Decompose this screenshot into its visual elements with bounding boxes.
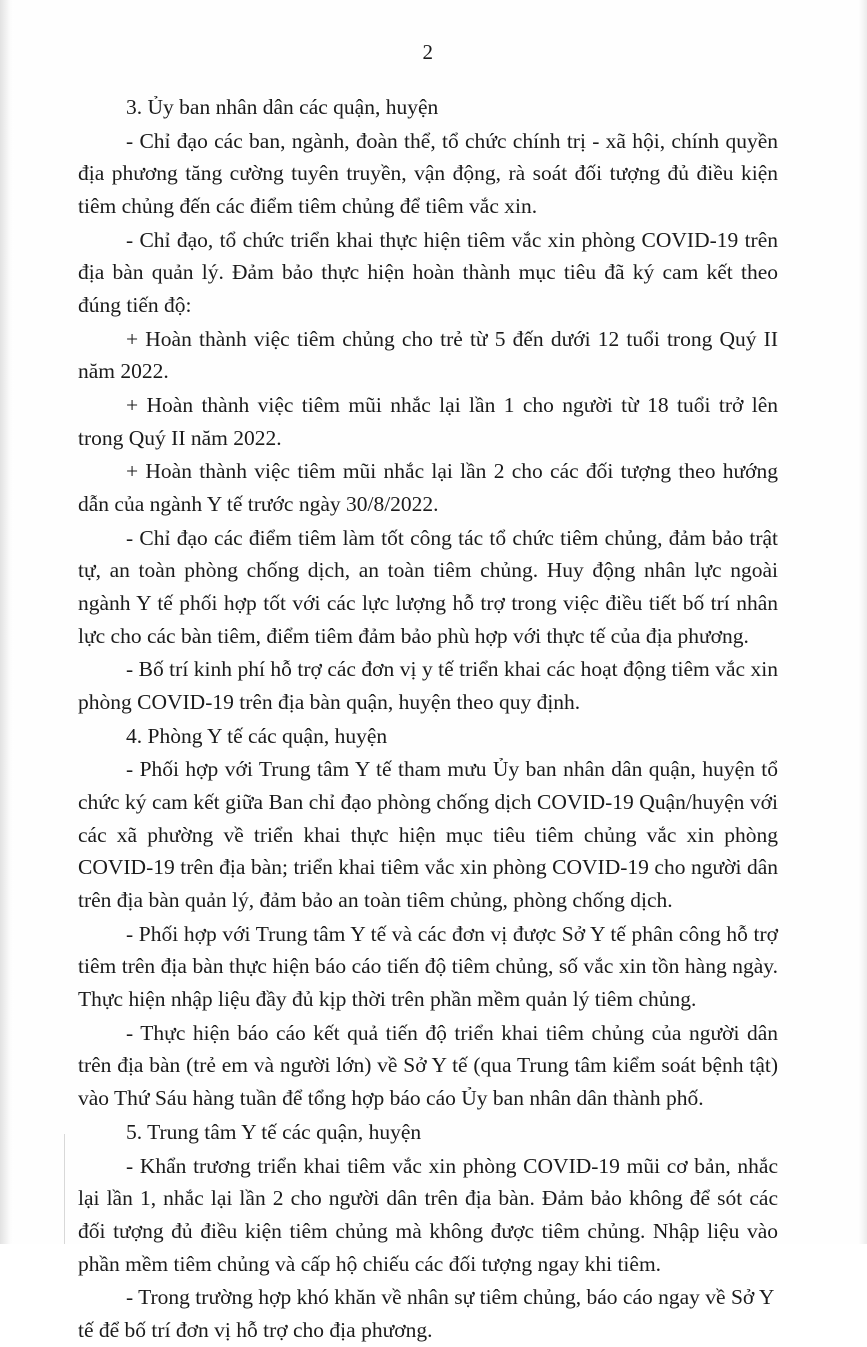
paragraph: - Bố trí kinh phí hỗ trợ các đơn vị y tế triển khai các hoạt động tiêm vắc xin phòng COVID-19 trên địa bàn quận, huyện theo quy định.: [78, 657, 778, 715]
paragraph: 5. Trung tâm Y tế các quận, huyện: [126, 1119, 422, 1144]
paragraph: - Trong trường hợp khó khăn về nhân sự tiêm chủng, báo cáo ngay về Sở Y tế để bố trí đơn vị hỗ trợ cho địa phương.: [78, 1285, 774, 1342]
paragraph: + Hoàn thành việc tiêm mũi nhắc lại lần 1 cho người từ 18 tuổi trở lên trong Quý II năm 2022.: [78, 393, 778, 450]
paragraph: - Phối hợp với Trung tâm Y tế và các đơn vị được Sở Y tế phân công hỗ trợ tiêm trên địa bàn thực hiện báo cáo tiến độ tiêm chủng, số vắc xin tồn hàng ngày. Thực hiện nhập liệu đầy đủ kịp thời trên phần mềm quản lý tiêm chủng.: [78, 921, 778, 1012]
paragraph: - Phối hợp với Trung tâm Y tế tham mưu Ủy ban nhân dân quận, huyện tổ chức ký cam kết giữa Ban chỉ đạo phòng chống dịch COVID-19 Quận/huyện với các xã phường về triển khai thực hiện mục tiêu tiêm chủng vắc xin phòng COVID-19 trên địa bàn; triển khai tiêm vắc xin phòng COVID-19 cho người dân trên địa bàn quản lý, đảm bảo an toàn tiêm chủng, phòng chống dịch.: [78, 757, 778, 913]
paragraph: + Hoàn thành việc tiêm chủng cho trẻ từ 5 đến dưới 12 tuổi trong Quý II năm 2022.: [78, 326, 778, 384]
paragraph: - Chỉ đạo, tổ chức triển khai thực hiện tiêm vắc xin phòng COVID-19 trên địa bàn quản lý. Đảm bảo thực hiện hoàn thành mục tiêu đã ký cam kết theo đúng tiến độ:: [78, 227, 778, 318]
scan-edge-right: [857, 0, 867, 1244]
paragraph: 4. Phòng Y tế các quận, huyện: [126, 723, 388, 748]
page-fold-line: [64, 1134, 65, 1244]
paragraph: - Chỉ đạo các điểm tiêm làm tốt công tác tổ chức tiêm chủng, đảm bảo trật tự, an toàn phòng chống dịch, an toàn tiêm chủng. Huy động nhân lực ngoài ngành Y tế phối hợp tốt với các lực lượng hỗ trợ trong việc điều tiết bố trí nhân lực cho các bàn tiêm, điểm tiêm đảm bảo phù hợp với thực tế của địa phương.: [78, 525, 778, 648]
scan-edge-left: [0, 0, 14, 1244]
paragraph: 3. Ủy ban nhân dân các quận, huyện: [126, 95, 439, 119]
paragraph: + Hoàn thành việc tiêm mũi nhắc lại lần 2 cho các đối tượng theo hướng dẫn của ngành Y tế trước ngày 30/8/2022.: [78, 459, 778, 517]
paragraph: - Thực hiện báo cáo kết quả tiến độ triển khai tiêm chủng của người dân trên địa bàn (trẻ em và người lớn) về Sở Y tế (qua Trung tâm kiểm soát bệnh tật) vào Thứ Sáu hàng tuần để tổng hợp báo cáo Ủy ban nhân dân thành phố.: [78, 1020, 778, 1111]
paragraph: - Khẩn trương triển khai tiêm vắc xin phòng COVID-19 mũi cơ bản, nhắc lại lần 1, nhắc lại lần 2 cho người dân trên địa bàn. Đảm bảo không để sót các đối tượng đủ điều kiện tiêm chủng mà không được tiêm chủng. Nhập liệu vào phần mềm tiêm chủng và cấp hộ chiếu các đối tượng ngay khi tiêm.: [78, 1153, 778, 1276]
page-number: 2: [422, 40, 434, 64]
page-content: [78, 0, 778, 1342]
paragraph: - Chỉ đạo các ban, ngành, đoàn thể, tổ chức chính trị - xã hội, chính quyền địa phương tăng cường tuyên truyền, vận động, rà soát đối tượng đủ điều kiện tiêm chủng đến các điểm tiêm chủng để tiêm vắc xin.: [78, 128, 778, 219]
document-body: [78, 91, 778, 1347]
